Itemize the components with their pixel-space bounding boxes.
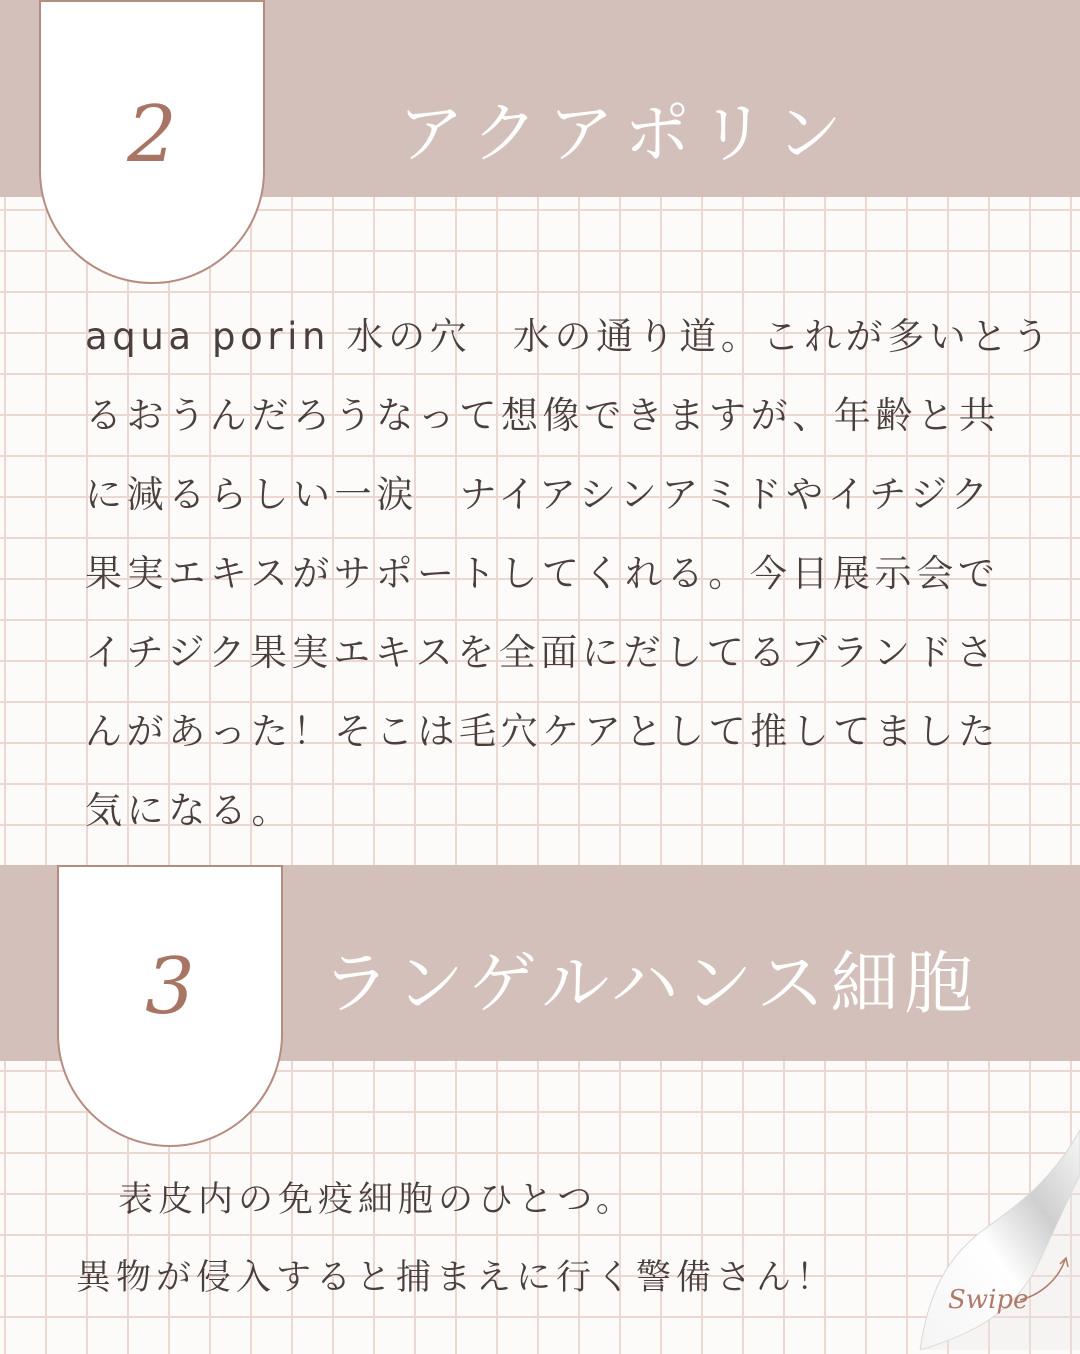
swipe-page-curl[interactable] (860, 1130, 1080, 1350)
body-line: に減るらしい一涙 ナイアシンアミドやイチジク (85, 473, 993, 516)
section-3-number: 3 (145, 942, 195, 1032)
section-3-body-line: 異物が侵入すると捕まえに行く警備さん！ (76, 1258, 837, 1298)
section-2-number-tab (39, 0, 265, 284)
page-curl-icon (860, 1130, 1080, 1350)
swipe-label: Swipe (948, 1285, 1029, 1315)
body-line: 気になる。 (85, 789, 293, 832)
section-2-title: アクアポリン (398, 95, 853, 172)
body-line: イチジク果実エキスを全面にだしてるブランドさ (85, 631, 998, 674)
section-3-title: ランゲルハンス細胞 (322, 945, 979, 1024)
body-line: 果実エキスがサポートしてくれる。今日展示会で (85, 552, 1000, 595)
body-line: るおうんだろうなって想像できますが、年齢と共 (85, 394, 1001, 437)
body-line: aqua porin 水の穴 水の通り道。これが多いとう (85, 315, 1054, 358)
body-line: んがあった！そこは毛穴ケアとして推してました (85, 710, 1000, 753)
section-3-body-line: 表皮内の免疫細胞のひとつ。 (118, 1180, 636, 1220)
section-2-body (85, 297, 1054, 850)
section-2-number: 2 (127, 90, 177, 180)
section-3-number-tab (57, 865, 283, 1147)
